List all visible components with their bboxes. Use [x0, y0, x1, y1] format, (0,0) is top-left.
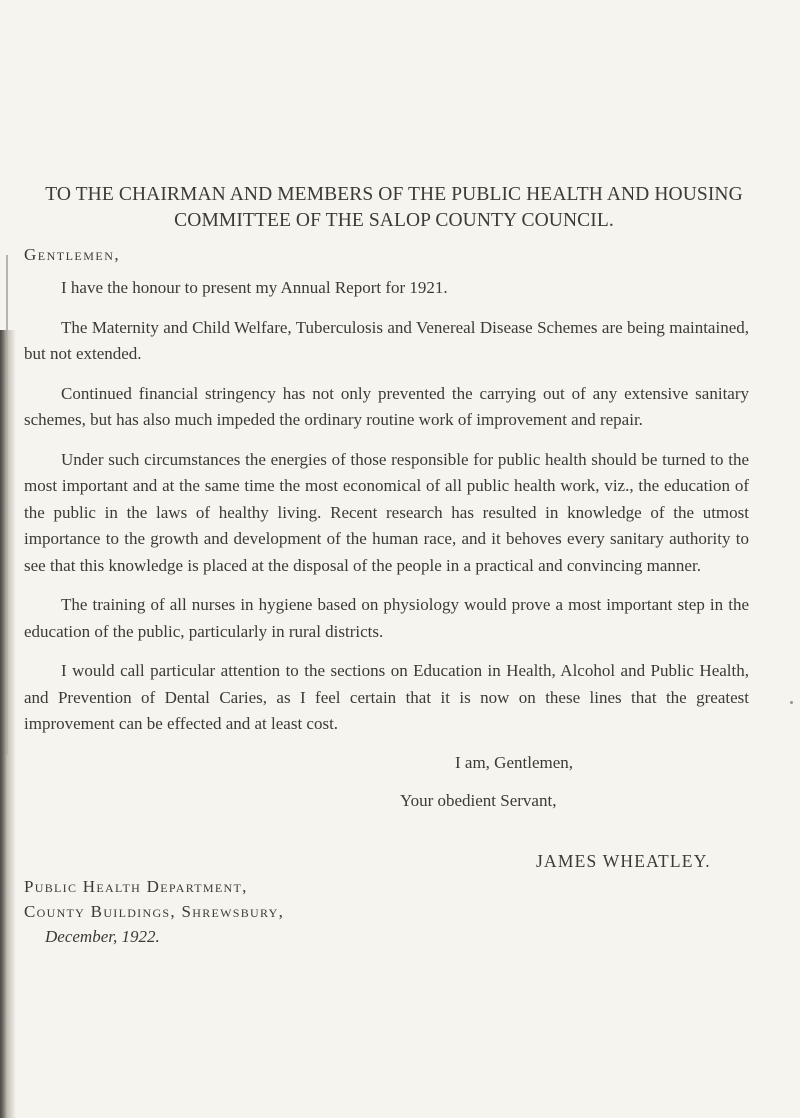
report-heading [24, 182, 764, 234]
address-date: December, 1922. [45, 926, 160, 946]
address-department: Public Health Department, [24, 876, 248, 896]
paragraph-2: The Maternity and Child Welfare, Tuberculosis and Venereal Disease Schemes are being maintained, but not extended. [24, 317, 749, 363]
paper-speck [790, 701, 793, 704]
closing-line-2: Your obedient Servant, [400, 790, 557, 810]
paragraph-1: I have the honour to present my Annual Report for 1921. [61, 278, 448, 297]
address-buildings: County Buildings, Shrewsbury, [24, 901, 285, 921]
page-binding-shadow [0, 330, 16, 1118]
salutation: Gentlemen, [24, 245, 121, 264]
heading-line-1: TO THE CHAIRMAN AND MEMBERS OF THE PUBLIC HEALTH AND HOUSING [45, 184, 743, 205]
paragraph-6: I would call particular attention to the sections on Education in Health, Alcohol and Public Health, and Prevention of Dental Caries, as I feel certain that it is now on these lines that the greatest improvement can be effected and at least cost. [24, 661, 749, 733]
paragraph-5: The training of all nurses in hygiene based on physiology would prove a most important step in the education of the public, particularly in rural districts. [24, 595, 749, 641]
paragraph-3: Continued financial stringency has not only prevented the carrying out of any extensive sanitary schemes, but has also much impeded the ordinary routine work of improvement and repair. [24, 383, 749, 429]
closing-line-1: I am, Gentlemen, [455, 752, 574, 772]
paragraph-4: Under such circumstances the energies of those responsible for public health should be turned to the most important and at the same time the most economical of all public health work, viz., the education of the public in the laws of healthy living. Recent research has resulted in knowledge of the utmost importance to the growth and development of the human race, and it behoves every sanitary authority to see that this knowledge is placed at the disposal of the people in a practical and convincing manner. [24, 449, 749, 575]
signature: JAMES WHEATLEY. [536, 850, 711, 871]
heading-line-2: COMMITTEE OF THE SALOP COUNTY COUNCIL. [174, 210, 614, 231]
